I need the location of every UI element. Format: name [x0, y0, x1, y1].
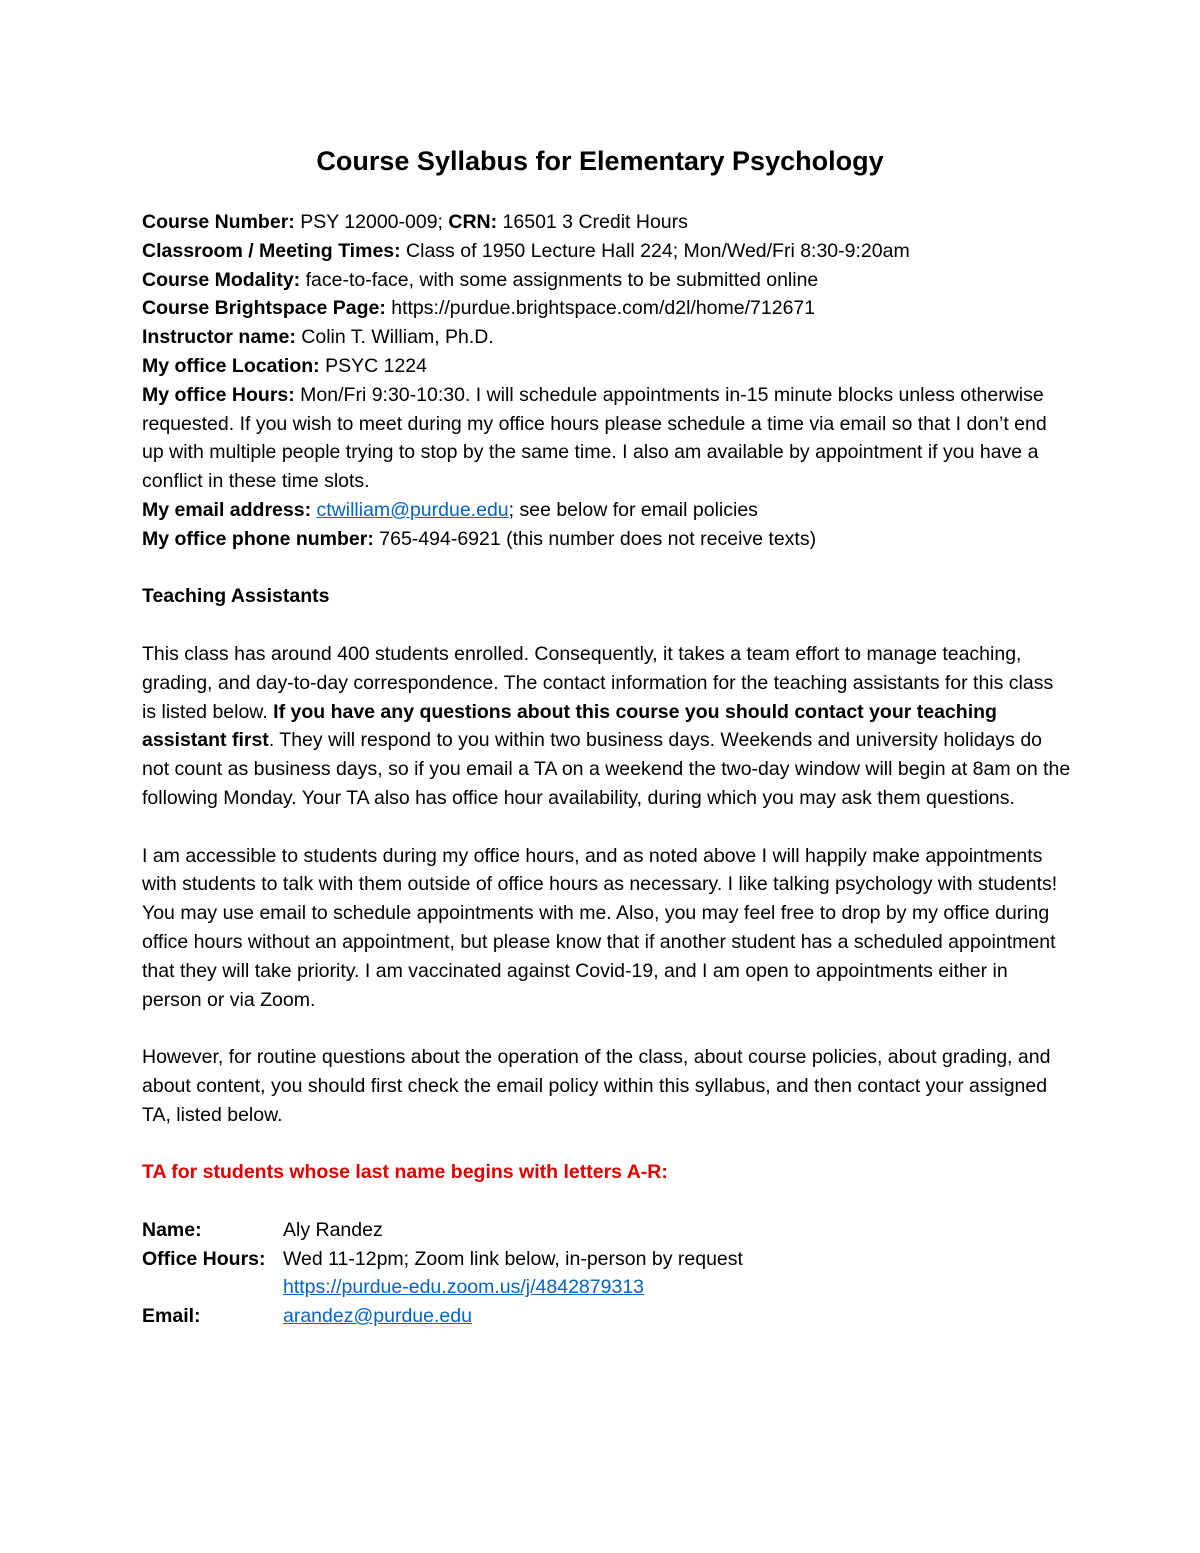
ta-name-row — [142, 1216, 1072, 1245]
office-hours-paragraph — [142, 381, 1072, 496]
ta-paragraph-1-end: . They will respond to you within two business days. Weekends and university holidays do not count as business days, so if you email a TA on a weekend the two-day window will begin at 8am on the following Monday. Your TA also has office hour availability, during which you may ask them questions. — [142, 729, 1071, 809]
ta-zoom-link[interactable]: https://purdue-edu.zoom.us/j/4842879313 — [283, 1276, 645, 1299]
instructor-value: Colin T. William, Ph.D. — [295, 326, 494, 349]
crn-value: 16501 3 Credit Hours — [497, 211, 688, 233]
email-label: My email address: — [142, 498, 312, 521]
course-number-line — [142, 208, 1072, 237]
ta-hours-value: Wed 11-12pm; Zoom link below, in-person by request — [283, 1247, 743, 1270]
ta-paragraph-2: I am accessible to students during my office hours, and as noted above I will happily make appointments with students to talk with them outside of office hours as necessary. I like talking psychology with students! You may use email to schedule appointments with me. Also, you may feel free to drop by my office during office hours without an appointment, but please know that if another student has a scheduled appointment that they will take priority. I am vaccinated against Covid-19, and I am open to appointments either in person or via Zoom. — [142, 844, 1058, 1011]
ta-section-heading: Teaching Assistants — [142, 585, 330, 608]
modality-line — [142, 266, 1072, 295]
brightspace-label: Course Brightspace Page: — [142, 297, 386, 320]
email-line — [142, 496, 1072, 525]
phone-line — [142, 525, 1072, 554]
classroom-label: Classroom / Meeting Times: — [142, 239, 401, 262]
ta-email-label: Email: — [142, 1305, 201, 1328]
spacer — [142, 554, 1072, 583]
instructor-line — [142, 323, 1072, 352]
spacer — [142, 1187, 1072, 1216]
brightspace-url: https://purdue.brightspace.com/d2l/home/712671 — [385, 297, 816, 320]
ta-hours-row — [142, 1245, 1072, 1274]
email-suffix: ; see below for email policies — [508, 498, 758, 521]
ta-zoom-row — [142, 1273, 1072, 1302]
ta-group-heading: TA for students whose last name begins with letters A-R: — [142, 1161, 668, 1184]
ta-hours-label: Office Hours: — [142, 1247, 266, 1270]
office-location-value: PSYC 1224 — [319, 354, 427, 377]
ta-paragraph-1 — [142, 640, 1072, 813]
crn-label: CRN: — [448, 211, 498, 233]
course-number-value: PSY 12000-009; — [294, 211, 449, 233]
ta-email-link[interactable]: arandez@purdue.edu — [283, 1305, 472, 1328]
office-location-label: My office Location: — [142, 354, 320, 377]
syllabus-body — [142, 208, 1072, 1331]
spacer — [142, 813, 1072, 842]
office-hours-label: My office Hours: — [142, 383, 295, 406]
ta-paragraph-1-bold: If you have any questions about this course you should contact your teaching assistant first — [142, 700, 997, 752]
course-number-label: Course Number: — [142, 211, 295, 233]
classroom-value: Class of 1950 Lecture Hall 224; Mon/Wed/Fri 8:30-9:20am — [400, 239, 910, 262]
ta-zoom-spacer — [142, 1273, 283, 1302]
ta-paragraph-3: However, for routine questions about the operation of the class, about course policies, about grading, and about content, you should first check the email policy within this syllabus, and then contact your assigned TA, listed below. — [142, 1046, 1051, 1126]
ta-name-value: Aly Randez — [283, 1218, 383, 1241]
spacer — [142, 1130, 1072, 1159]
ta-paragraph-1-start: This class has around 400 students enrolled. Consequently, it takes a team effort to manage teaching, grading, and day-to-day correspondence. The contact information for the teaching assistants for this class is listed below. — [142, 642, 1054, 723]
ta-email-row — [142, 1302, 1072, 1331]
ta-name-label: Name: — [142, 1218, 202, 1241]
modality-label: Course Modality: — [142, 268, 301, 291]
office-hours-value: Mon/Fri 9:30-10:30. I will schedule appointments in-15 minute blocks unless otherwise requested. If you wish to meet during my office hours please schedule a time via email so that I don’t end up with multiple people trying to stop by the same time. I also am available by appointment if you have a conflict in these time slots. — [142, 383, 1047, 493]
brightspace-line — [142, 294, 1072, 323]
phone-value: 765-494-6921 (this number does not receive texts) — [373, 527, 817, 550]
office-location-line — [142, 352, 1072, 381]
phone-label: My office phone number: — [142, 527, 374, 550]
spacer — [142, 611, 1072, 640]
spacer — [142, 1014, 1072, 1043]
instructor-email-link[interactable]: ctwilliam@purdue.edu — [316, 498, 509, 521]
classroom-line — [142, 237, 1072, 266]
instructor-label: Instructor name: — [142, 326, 296, 349]
modality-value: face-to-face, with some assignments to be submitted online — [300, 268, 819, 291]
page-title: Course Syllabus for Elementary Psychology — [316, 146, 884, 176]
